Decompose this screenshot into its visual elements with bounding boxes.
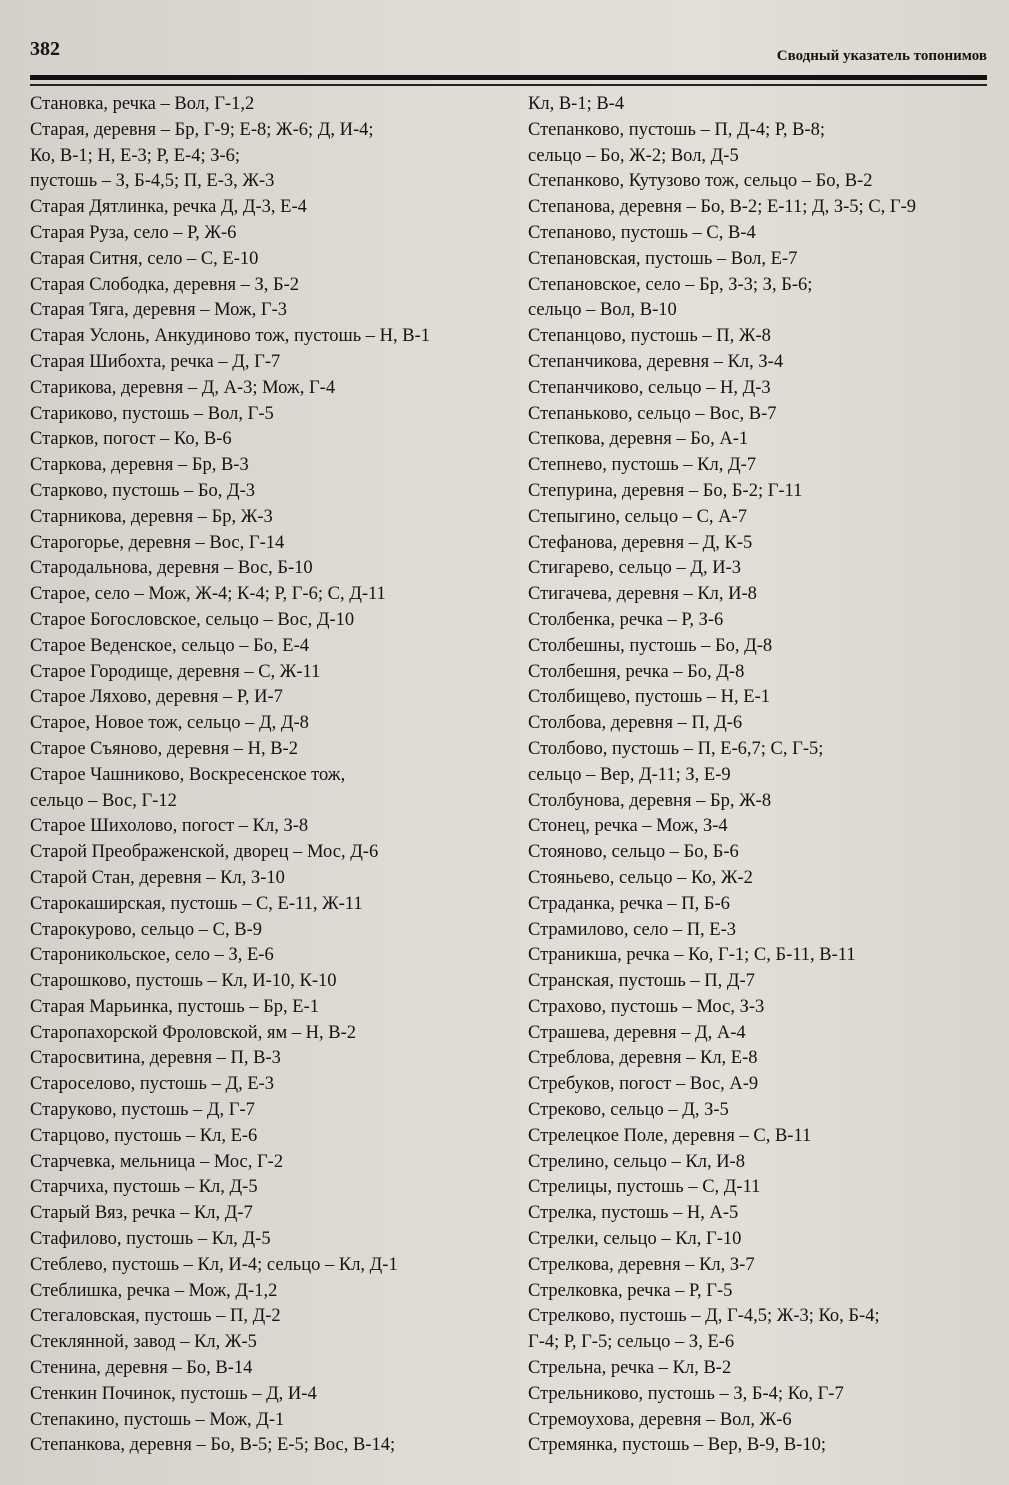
index-entry: Старосвитина, деревня – П, В-3: [30, 1048, 281, 1069]
index-entry: Стрелково, пустошь – Д, Г-4,5; Ж-3; Ко, Б-4;: [528, 1306, 880, 1327]
index-entry: Страхово, пустошь – Мос, З-3: [528, 996, 765, 1017]
index-entry: Старое, село – Мож, Ж-4; К-4; Р, Г-6; С, Д-11: [30, 584, 386, 605]
index-entry: Старокаширская, пустошь – С, Е-11, Ж-11: [30, 893, 363, 914]
index-entry: Старое Городище, деревня – С, Ж-11: [30, 661, 321, 682]
index-entry: Стеблишка, речка – Мож, Д-1,2: [30, 1280, 278, 1301]
index-entry: Степыгино, сельцо – С, А-7: [528, 506, 747, 527]
index-entry: Степановское, село – Бр, З-3; З, Б-6;: [528, 274, 813, 295]
index-entry: Стрелецкое Поле, деревня – С, В-11: [528, 1125, 812, 1146]
index-entry: Ко, В-1; Н, Е-3; Р, Е-4; З-6;: [30, 145, 241, 166]
index-entry: Старокурово, сельцо – С, В-9: [30, 919, 263, 940]
index-entry: сельцо – Вос, Г-12: [30, 790, 177, 811]
index-entry: Старое Съяново, деревня – Н, В-2: [30, 738, 298, 759]
index-entry: Степанцово, пустошь – П, Ж-8: [528, 326, 771, 347]
index-entry: Старошково, пустошь – Кл, И-10, К-10: [30, 971, 337, 992]
index-entry: Стрельна, речка – Кл, В-2: [528, 1358, 732, 1379]
index-entry: сельцо – Вол, В-10: [528, 300, 677, 321]
index-entry: Старопахорской Фроловской, ям – Н, В-2: [30, 1022, 357, 1043]
index-entry: Стрелкова, деревня – Кл, З-7: [528, 1254, 755, 1275]
index-entry: Степановская, пустошь – Вол, Е-7: [528, 248, 798, 269]
index-entry: Стегаловская, пустошь – П, Д-2: [30, 1306, 281, 1327]
index-entry: Степкова, деревня – Бо, А-1: [528, 429, 749, 450]
index-entry: Стояново, сельцо – Бо, Б-6: [528, 842, 739, 863]
index-entry: Старое Чашниково, Воскресенское тож,: [30, 764, 346, 785]
index-entry: Стремянка, пустошь – Вер, В-9, В-10;: [528, 1435, 826, 1456]
index-entry: Стрелки, сельцо – Кл, Г-10: [528, 1229, 742, 1250]
index-entry: Становка, речка – Вол, Г-1,2: [30, 94, 255, 114]
page-header: [30, 38, 987, 72]
index-entry: Столбешня, речка – Бо, Д-8: [528, 661, 745, 682]
index-entry: Стеблево, пустошь – Кл, И-4; сельцо – Кл, Д-1: [30, 1254, 398, 1275]
index-entry: Стенина, деревня – Бо, В-14: [30, 1358, 253, 1379]
index-entry: Степанова, деревня – Бо, В-2; Е-11; Д, З-5; С, Г-9: [528, 197, 917, 218]
index-entry: Стрелка, пустошь – Н, А-5: [528, 1203, 739, 1224]
index-entry: Степаньково, сельцо – Вос, В-7: [528, 403, 777, 424]
index-entry: Старое Веденское, сельцо – Бо, Е-4: [30, 635, 310, 656]
index-entry: Столбенка, речка – Р, З-6: [528, 609, 724, 630]
index-entry: Старков, погост – Ко, В-6: [30, 429, 232, 450]
index-entry: Старое Шихолово, погост – Кл, З-8: [30, 816, 309, 837]
index-entry: Старникова, деревня – Бр, Ж-3: [30, 506, 273, 527]
index-entry: Старой Преображенской, дворец – Мос, Д-6: [30, 842, 379, 863]
index-entry: Столбунова, деревня – Бр, Ж-8: [528, 790, 772, 811]
index-entry: Стреково, сельцо – Д, З-5: [528, 1100, 729, 1121]
index-entry: Столбова, деревня – П, Д-6: [528, 713, 743, 734]
index-entry: Страникша, речка – Ко, Г-1; С, Б-11, В-11: [528, 945, 856, 966]
index-entry: Страмилово, село – П, Е-3: [528, 919, 737, 940]
index-entry: Стрелино, сельцо – Кл, И-8: [528, 1151, 745, 1172]
index-entry: Стигачева, деревня – Кл, И-8: [528, 584, 757, 605]
index-entry: Стрелицы, пустошь – С, Д-11: [528, 1177, 761, 1198]
index-entry: Стояньево, сельцо – Ко, Ж-2: [528, 867, 753, 888]
index-entry: Старый Вяз, речка – Кл, Д-7: [30, 1203, 253, 1224]
index-entry: Старкова, деревня – Бр, В-3: [30, 455, 249, 476]
index-entry: Старой Стан, деревня – Кл, З-10: [30, 867, 285, 888]
index-entry: Старцово, пустошь – Кл, Е-6: [30, 1125, 258, 1146]
index-entry: Старуково, пустошь – Д, Г-7: [30, 1100, 255, 1121]
index-entry: Степанчикова, деревня – Кл, З-4: [528, 351, 784, 372]
index-entry: Стариково, пустошь – Вол, Г-5: [30, 403, 274, 424]
index-entry: Степанково, Кутузово тож, сельцо – Бо, В-2: [528, 171, 873, 192]
index-entry: Старчиха, пустошь – Кл, Д-5: [30, 1177, 258, 1198]
index-entry: Стигарево, сельцо – Д, И-3: [528, 558, 742, 579]
index-entry: Странская, пустошь – П, Д-7: [528, 971, 755, 992]
index-entry: Столбищево, пустошь – Н, Е-1: [528, 687, 771, 708]
index-entry: сельцо – Вер, Д-11; З, Е-9: [528, 764, 731, 785]
index-entry: Степанчиково, сельцо – Н, Д-3: [528, 377, 771, 398]
index-entry: Старчевка, мельница – Мос, Г-2: [30, 1151, 284, 1172]
index-entry: пустошь – З, Б-4,5; П, Е-3, Ж-3: [30, 171, 275, 192]
index-entry: Степурина, деревня – Бо, Б-2; Г-11: [528, 480, 803, 501]
index-entry: Старая Руза, село – Р, Ж-6: [30, 222, 237, 243]
index-entry: Старая Слободка, деревня – З, Б-2: [30, 274, 300, 295]
index-entry: Стефанова, деревня – Д, К-5: [528, 532, 753, 553]
index-entry: Степанково, пустошь – П, Д-4; Р, В-8;: [528, 119, 825, 140]
index-entry: Степанкова, деревня – Бо, В-5; Е-5; Вос, В-14;: [30, 1435, 396, 1456]
index-entry: Страшева, деревня – Д, А-4: [528, 1022, 746, 1043]
index-entry: Стрельниково, пустошь – З, Б-4; Ко, Г-7: [528, 1383, 844, 1404]
index-entry: Стонец, речка – Мож, З-4: [528, 816, 728, 837]
index-entry: Степаново, пустошь – С, В-4: [528, 222, 756, 243]
index-entry: Стрелковка, речка – Р, Г-5: [528, 1280, 733, 1301]
index-entry: Кл, В-1; В-4: [528, 94, 625, 114]
page-number: 382: [30, 38, 60, 60]
index-entry: Старая Марьинка, пустошь – Бр, Е-1: [30, 996, 319, 1017]
index-entry: Старая Дятлинка, речка Д, Д-3, Е-4: [30, 197, 307, 218]
index-entry: Старая Шибохта, речка – Д, Г-7: [30, 351, 281, 372]
index-entry: Старое, Новое тож, сельцо – Д, Д-8: [30, 713, 309, 734]
index-entry: Столбово, пустошь – П, Е-6,7; С, Г-5;: [528, 738, 824, 759]
index-entry: Страданка, речка – П, Б-6: [528, 893, 730, 914]
index-entry: Стенкин Починок, пустошь – Д, И-4: [30, 1383, 317, 1404]
header-rule-thick: [30, 75, 987, 80]
index-entry: Стафилово, пустошь – Кл, Д-5: [30, 1229, 271, 1250]
index-entry: сельцо – Бо, Ж-2; Вол, Д-5: [528, 145, 739, 166]
index-entry: Старая Ситня, село – С, Е-10: [30, 248, 259, 269]
index-entry: Стреблова, деревня – Кл, Е-8: [528, 1048, 758, 1069]
header-rule-thin: [30, 84, 987, 86]
index-entry: Старая, деревня – Бр, Г-9; Е-8; Ж-6; Д, И-4;: [30, 119, 374, 140]
index-entry: Стребуков, погост – Вос, А-9: [528, 1074, 759, 1095]
index-column-right: [528, 92, 1008, 1459]
index-entry: Старково, пустошь – Бо, Д-3: [30, 480, 256, 501]
index-column-left: [30, 92, 510, 1459]
index-entry: Староникольское, село – З, Е-6: [30, 945, 274, 966]
index-entry: Стремоухова, деревня – Вол, Ж-6: [528, 1409, 792, 1430]
index-entry: Старая Услонь, Анкудиново тож, пустошь – Н, В-1: [30, 326, 431, 347]
index-entry: Столбешны, пустошь – Бо, Д-8: [528, 635, 773, 656]
index-entry: Стародальнова, деревня – Вос, Б-10: [30, 558, 313, 579]
index-entry: Стеклянной, завод – Кл, Ж-5: [30, 1332, 257, 1353]
index-entry: Г-4; Р, Г-5; сельцо – З, Е-6: [528, 1332, 735, 1353]
index-entry: Старогорье, деревня – Вос, Г-14: [30, 532, 285, 553]
running-title: Сводный указатель топонимов: [776, 48, 987, 64]
index-entry: Старое Богословское, сельцо – Вос, Д-10: [30, 609, 355, 630]
index-entry: Степакино, пустошь – Мож, Д-1: [30, 1409, 285, 1430]
index-entry: Староселово, пустошь – Д, Е-3: [30, 1074, 275, 1095]
index-entry: Старая Тяга, деревня – Мож, Г-3: [30, 300, 288, 321]
index-entry: Степнево, пустошь – Кл, Д-7: [528, 455, 756, 476]
index-entry: Старое Ляхово, деревня – Р, И-7: [30, 687, 283, 708]
index-entry: Старикова, деревня – Д, А-3; Мож, Г-4: [30, 377, 336, 398]
